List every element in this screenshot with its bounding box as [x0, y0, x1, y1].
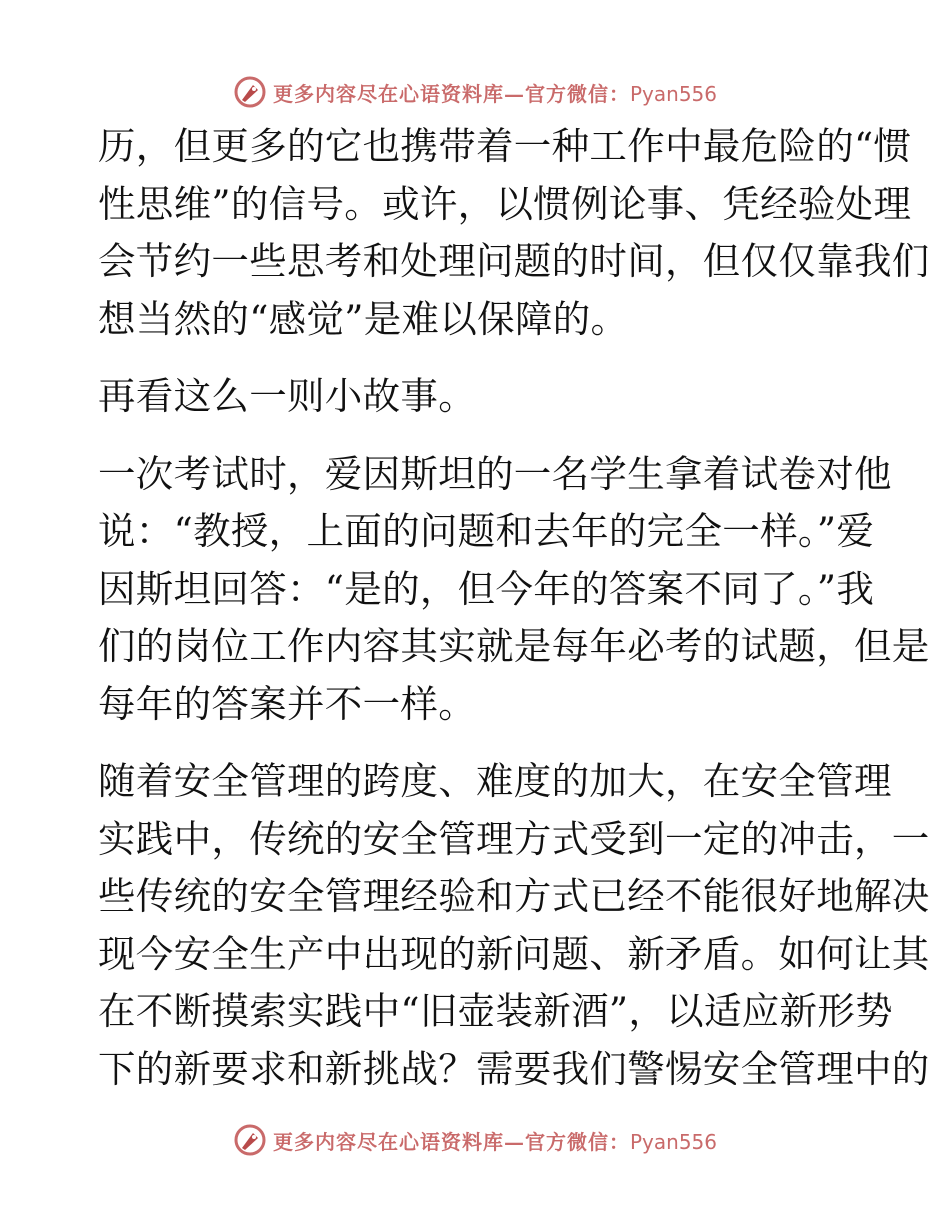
text-line: 下的新要求和新挑战？需要我们警惕安全管理中的 [98, 1046, 930, 1091]
text-line: 说：“教授，上面的问题和去年的完全一样。”爱 [98, 509, 875, 553]
paragraph-3 [98, 446, 930, 734]
text-line: 性思维”的信号。或许，以惯例论事、凭经验处理 [98, 181, 912, 226]
text-line: 想当然的“感觉”是难以保障的。 [98, 296, 629, 341]
document-body [98, 118, 930, 1098]
text-line: 一次考试时，爱因斯坦的一名学生拿着试卷对他 [98, 451, 892, 496]
text-line: 会节约一些思考和处理问题的时间，但仅仅靠我们 [98, 239, 930, 283]
text-line: 每年的答案并不一样。 [98, 681, 476, 726]
text-line: 再看这么一则小故事。 [98, 374, 476, 418]
watermark-handle: Pyan556 [629, 81, 717, 106]
paragraph-2 [98, 368, 858, 426]
pen-nib-logo-icon [233, 1123, 267, 1157]
text-line: 们的岗位工作内容其实就是每年必考的试题，但是 [98, 624, 930, 668]
header-watermark-banner [0, 72, 950, 112]
text-line: 实践中，传统的安全管理方式受到一定的冲击，一 [98, 816, 930, 861]
watermark-handle: Pyan556 [629, 1129, 717, 1154]
text-line: 因斯坦回答：“是的，但今年的答案不同了。”我 [98, 566, 875, 611]
footer-watermark-banner [0, 1120, 950, 1160]
watermark-text: 更多内容尽在心语资料库—官方微信：Pyan556 [272, 1129, 717, 1154]
text-line: 历，但更多的它也携带着一种工作中最危险的“惯 [98, 124, 912, 168]
text-line: 随着安全管理的跨度、难度的加大，在安全管理 [98, 759, 892, 803]
text-line: 在不断摸索实践中“旧壶装新酒”，以适应新形势 [98, 989, 893, 1033]
paragraph-4 [98, 753, 930, 1098]
text-line: 现今安全生产中出现的新问题、新矛盾。如何让其 [98, 931, 930, 976]
pen-nib-logo-icon [233, 75, 267, 109]
watermark-text: 更多内容尽在心语资料库—官方微信：Pyan556 [272, 81, 717, 106]
paragraph-1 [98, 118, 930, 348]
text-line: 些传统的安全管理经验和方式已经不能很好地解决 [98, 874, 930, 918]
